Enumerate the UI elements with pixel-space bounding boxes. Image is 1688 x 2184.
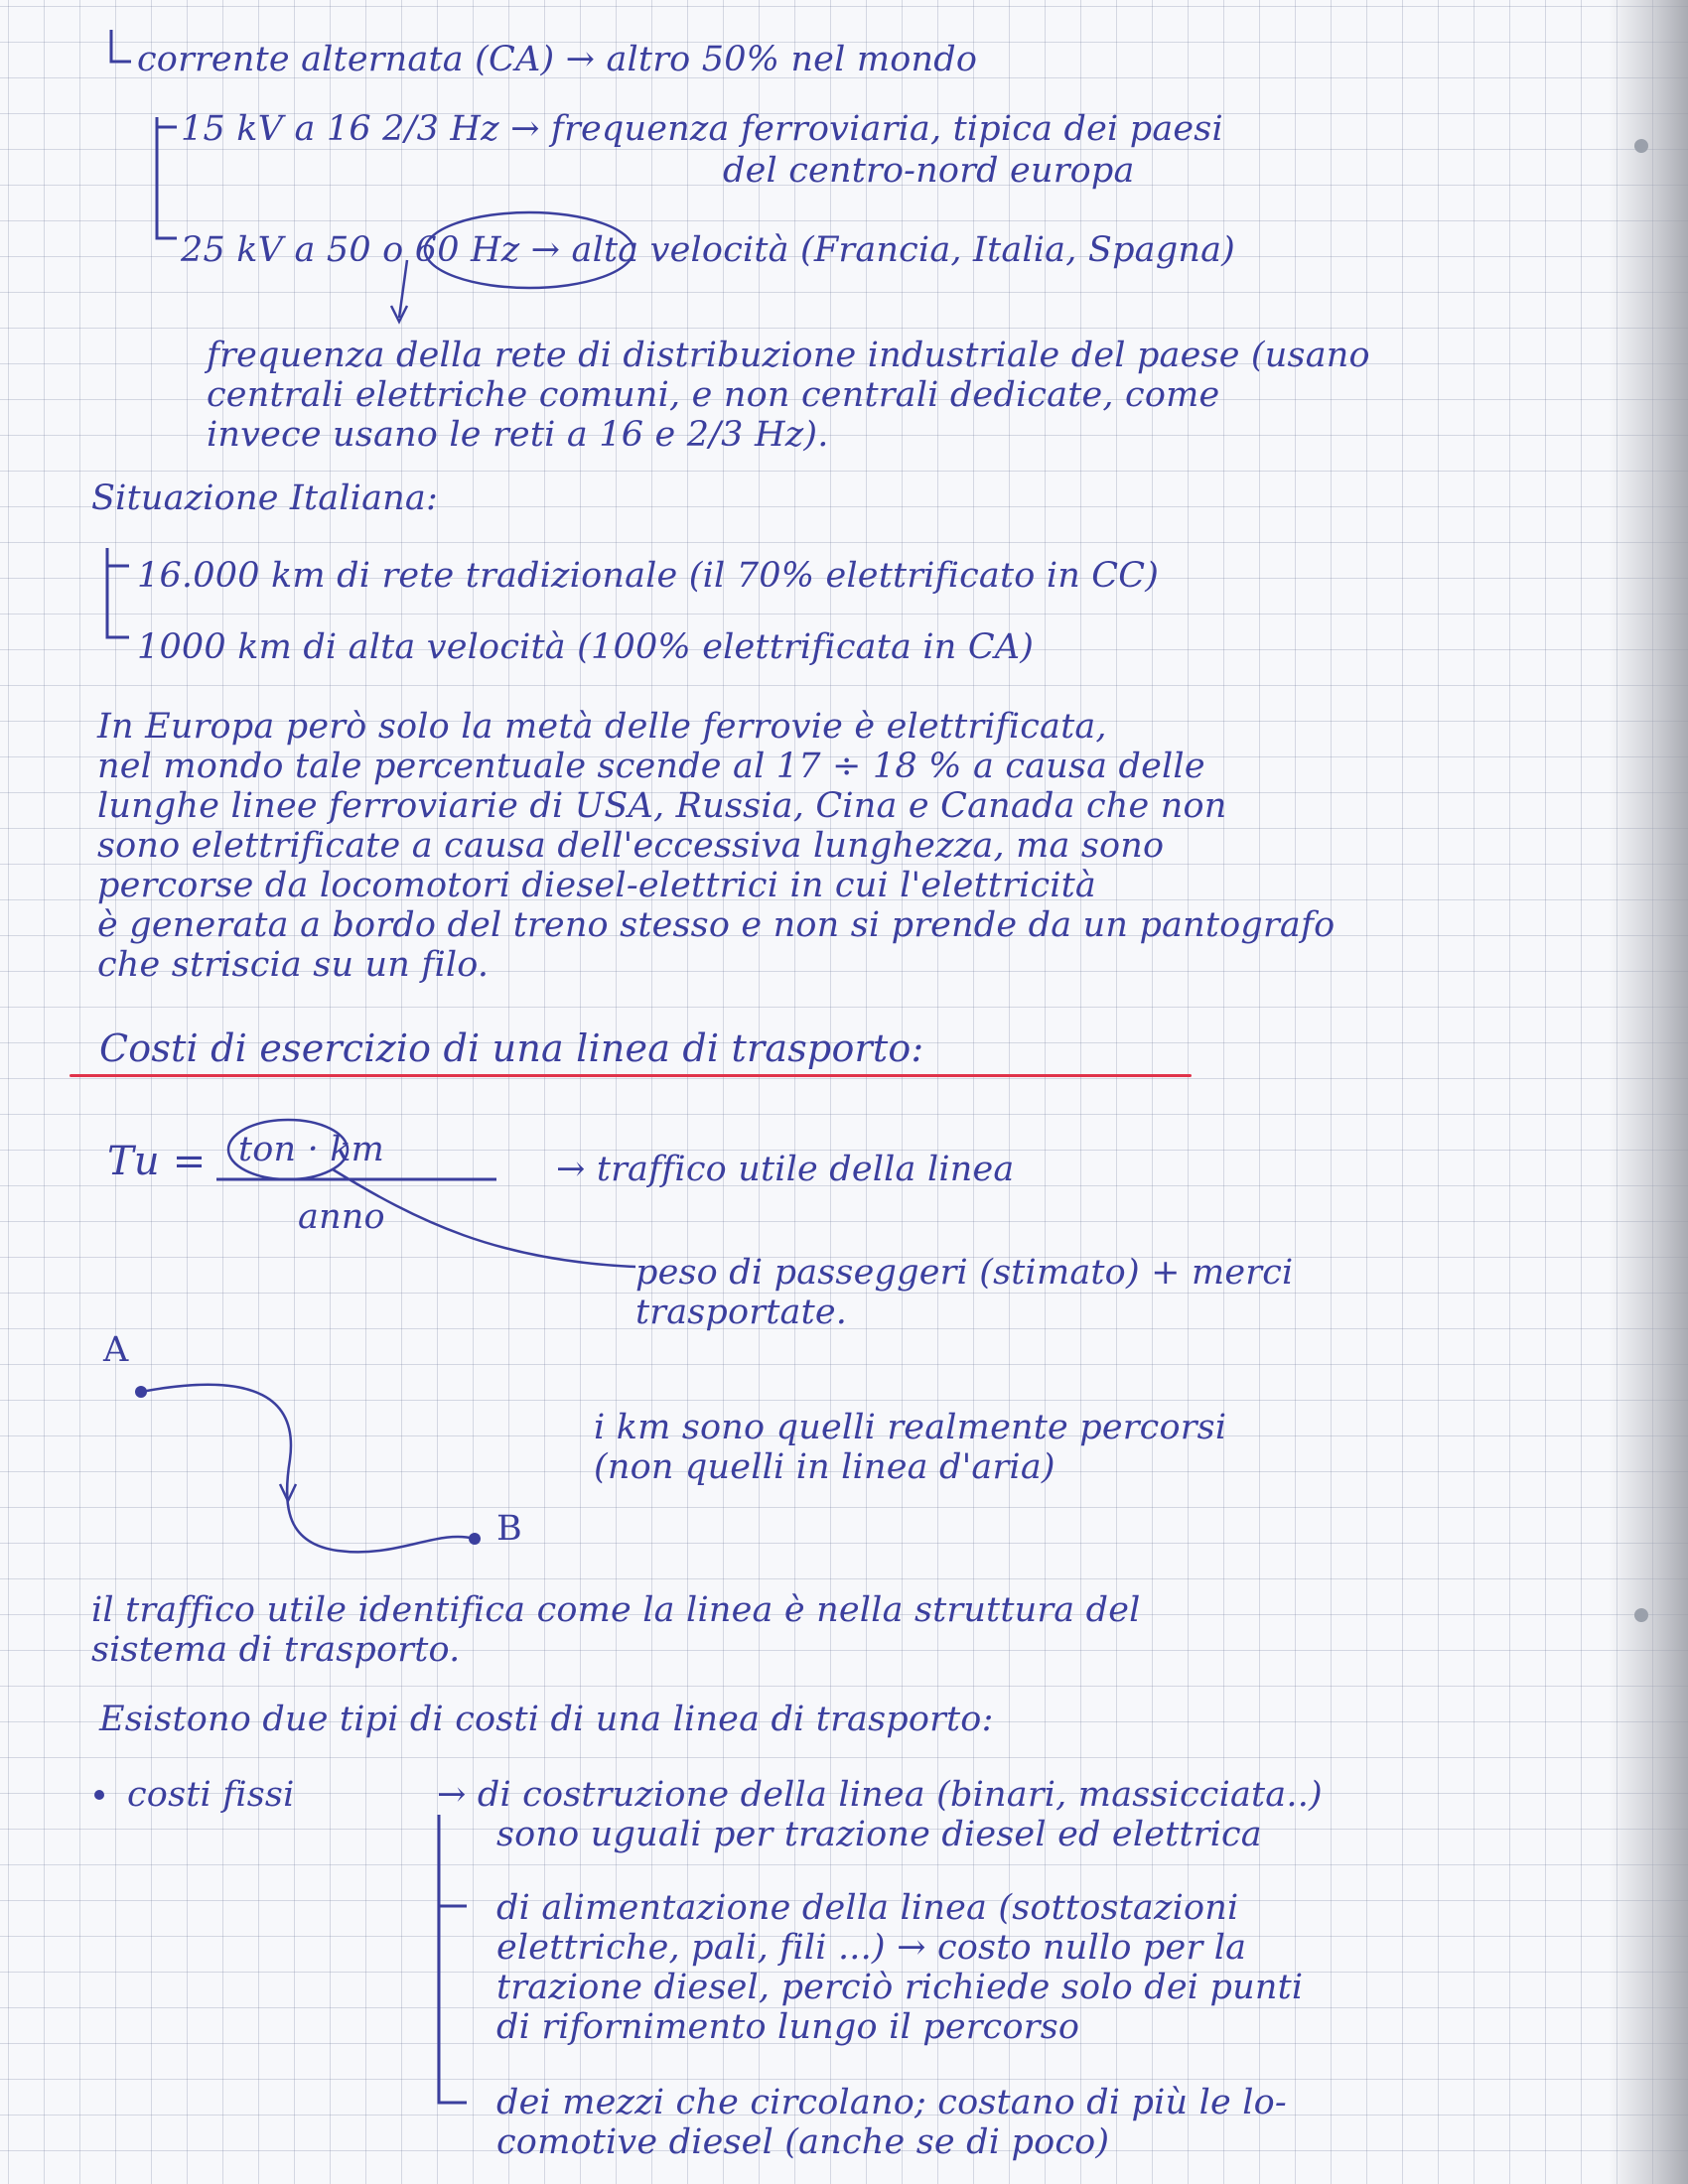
cost-item: di rifornimento lungo il percorso bbox=[496, 2007, 1080, 2047]
formula-lhs: Tu = bbox=[107, 1139, 207, 1184]
note-line: corrente alternata (CA) → altro 50% nel mondo bbox=[137, 40, 978, 79]
page-edge-shadow bbox=[1609, 0, 1688, 2184]
note-line: invece usano le reti a 16 e 2/3 Hz). bbox=[207, 415, 829, 455]
paragraph-line: sono elettrificate a causa dell'eccessiva lunghezza, ma sono bbox=[97, 826, 1165, 866]
paragraph-line: lunghe linee ferroviarie di USA, Russia, Cina e Canada che non bbox=[97, 786, 1227, 826]
cost-item: dei mezzi che circolano; costano di più le lo- bbox=[496, 2083, 1287, 2122]
paragraph-line: è generata a bordo del treno stesso e non si prende da un pantografo bbox=[97, 905, 1336, 945]
paragraph-line: percorse da locomotori diesel-elettrici in cui l'elettricità bbox=[97, 866, 1096, 905]
cost-item: elettriche, pali, fili ...) → costo nullo per la bbox=[496, 1928, 1247, 1968]
binding-hole bbox=[1634, 139, 1648, 153]
cost-item: di alimentazione della linea (sottostazioni bbox=[496, 1888, 1239, 1928]
bullet-label: costi fissi bbox=[127, 1775, 295, 1815]
km-note: (non quelli in linea d'aria) bbox=[594, 1447, 1055, 1487]
note-line: Esistono due tipi di costi di una linea di trasporto: bbox=[99, 1700, 994, 1739]
red-underline bbox=[70, 1074, 1192, 1077]
note-line: 16.000 km di rete tradizionale (il 70% elettrificato in CC) bbox=[137, 556, 1160, 596]
section-heading: Costi di esercizio di una linea di trasporto: bbox=[99, 1026, 924, 1070]
cost-item: comotive diesel (anche se di poco) bbox=[496, 2122, 1110, 2162]
note-line: centrali elettriche comuni, e non centrali dedicate, come bbox=[207, 375, 1220, 415]
formula-denominator: anno bbox=[298, 1197, 385, 1237]
cost-item: sono uguali per trazione diesel ed elettrica bbox=[496, 1815, 1262, 1854]
note-line: frequenza della rete di distribuzione industriale del paese (usano bbox=[207, 336, 1370, 375]
formula-description: → traffico utile della linea bbox=[556, 1150, 1015, 1189]
note-line: 1000 km di alta velocità (100% elettrificata in CA) bbox=[137, 627, 1035, 667]
paragraph-line: In Europa però solo la metà delle ferrovie è elettrificata, bbox=[97, 707, 1107, 747]
note-line: 25 kV a 50 o 60 Hz → alta velocità (Francia, Italia, Spagna) bbox=[181, 230, 1236, 270]
paragraph-line: sistema di trasporto. bbox=[91, 1630, 461, 1670]
formula-note: peso di passeggeri (stimato) + merci bbox=[635, 1253, 1294, 1293]
cost-item: → di costruzione della linea (binari, massicciata..) bbox=[437, 1775, 1323, 1815]
point-label-b: B bbox=[496, 1509, 522, 1549]
point-label-a: A bbox=[103, 1330, 129, 1370]
formula-numerator: ton · km bbox=[238, 1130, 385, 1169]
cost-item: trazione diesel, perciò richiede solo dei punti bbox=[496, 1968, 1304, 2007]
note-line: 15 kV a 16 2/3 Hz → frequenza ferroviaria, tipica dei paesi bbox=[181, 109, 1223, 149]
note-line: del centro-nord europa bbox=[723, 151, 1135, 191]
paragraph-line: che striscia su un filo. bbox=[97, 945, 490, 985]
paragraph-line: nel mondo tale percentuale scende al 17 ÷ 18 % a causa delle bbox=[97, 747, 1205, 786]
paragraph-line: il traffico utile identifica come la linea è nella struttura del bbox=[91, 1590, 1141, 1630]
formula-note: trasportate. bbox=[635, 1293, 848, 1332]
km-note: i km sono quelli realmente percorsi bbox=[594, 1408, 1227, 1447]
binding-hole bbox=[1634, 1608, 1648, 1622]
section-title: Situazione Italiana: bbox=[91, 478, 438, 518]
